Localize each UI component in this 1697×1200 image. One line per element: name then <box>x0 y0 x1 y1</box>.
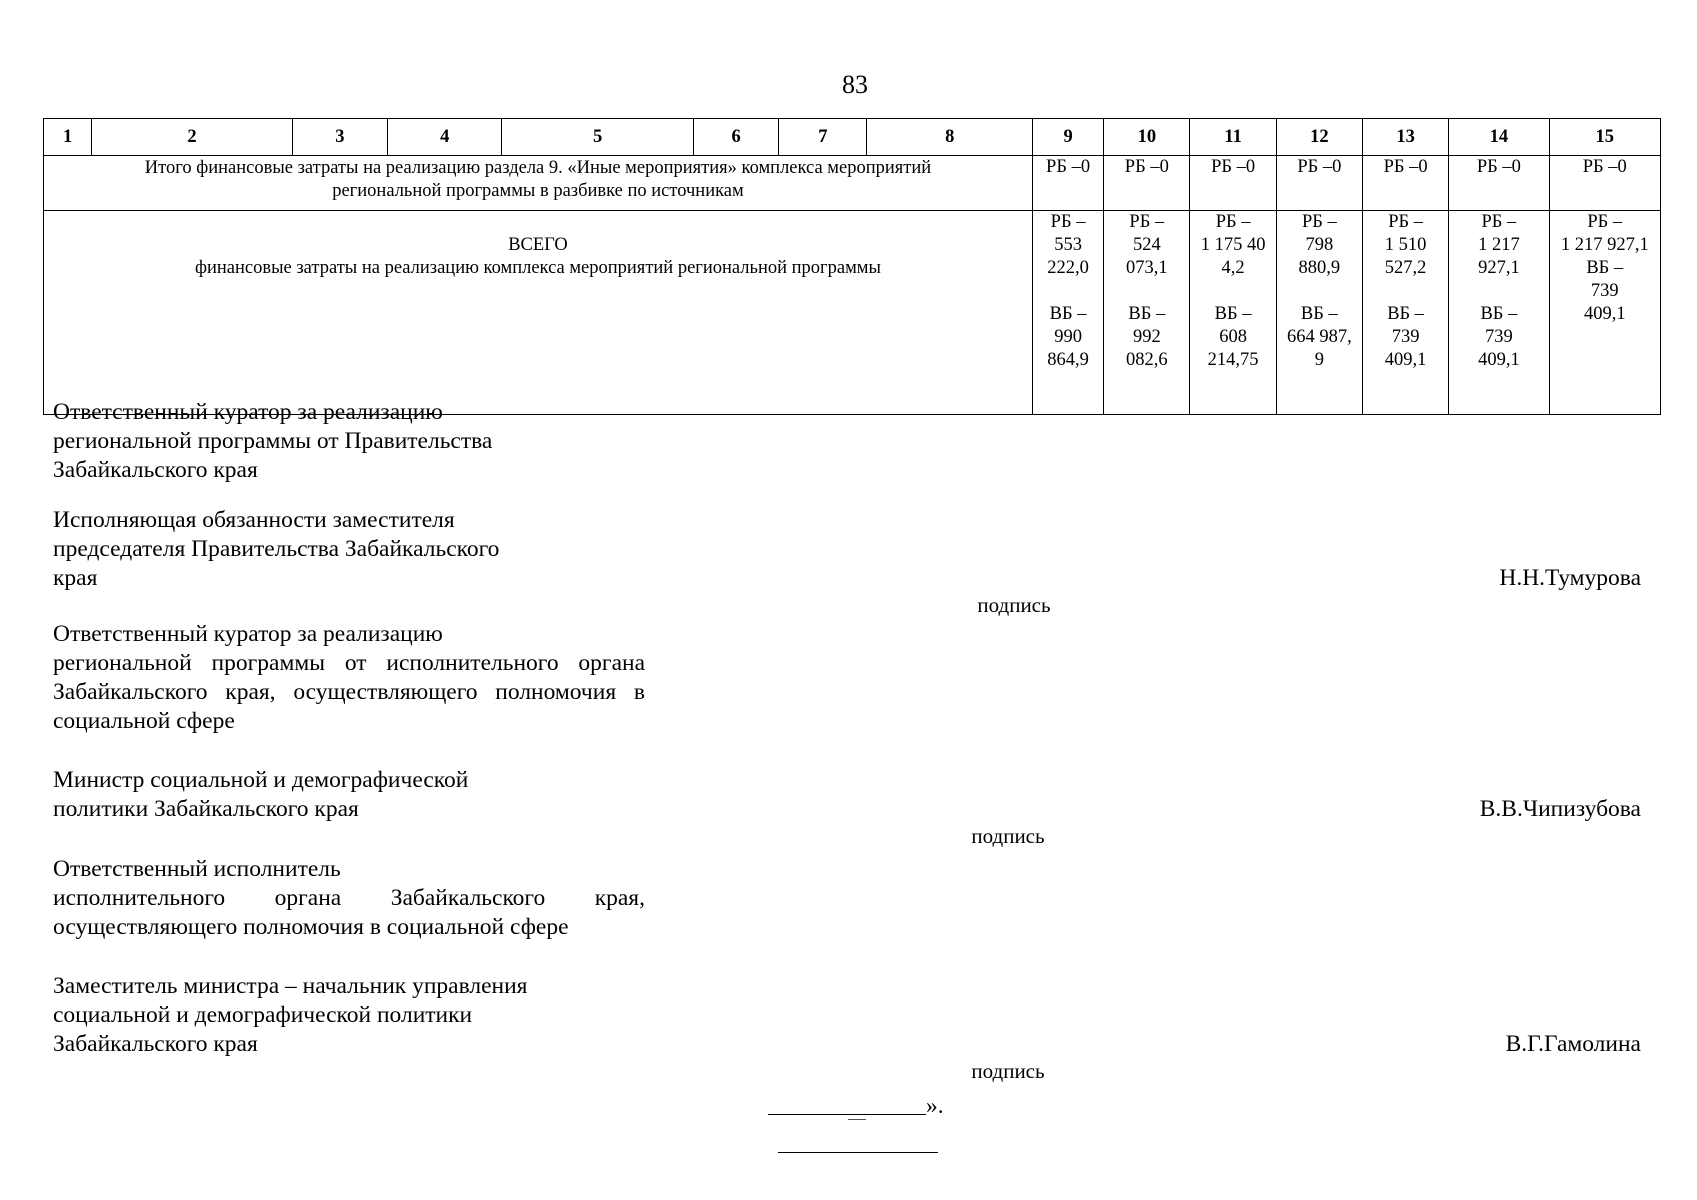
col-header: 14 <box>1449 119 1549 156</box>
rb-value: РБ – 798 880,9 <box>1298 212 1341 278</box>
closing-underscore <box>848 1119 866 1120</box>
itogo-label: Итого финансовые затраты на реализацию раздела 9. «Иные мероприятия» комплекса мероприятий региональной программы в разбивке по источникам <box>44 156 1033 211</box>
curator-1-text: Ответственный куратор за реализацию региональной программы от Правительства Забайкальского края <box>53 399 493 483</box>
col-header: 5 <box>502 119 694 156</box>
position-3-rest: социальной и демографической политики Забайкальского края <box>53 1002 473 1057</box>
itogo-value: РБ –0 <box>1032 156 1103 211</box>
col-header: 7 <box>779 119 867 156</box>
total-cell <box>1362 211 1448 415</box>
signatory-name-1: Н.Н.Тумурова <box>1499 565 1641 591</box>
vb-value: ВБ – 992 082,6 <box>1126 304 1168 370</box>
col-header: 9 <box>1032 119 1103 156</box>
curator-2-body: региональной программы от исполнительного органа Забайкальского края, осуществляющего полномочия в социальной сфере <box>53 650 645 734</box>
position-3-line1: Заместитель министра – начальник управления <box>53 973 528 999</box>
table-header-row <box>44 119 1661 156</box>
col-header: 3 <box>292 119 387 156</box>
col-header: 8 <box>867 119 1033 156</box>
total-cell <box>1104 211 1190 415</box>
col-header: 11 <box>1190 119 1276 156</box>
table-row-total <box>44 211 1661 415</box>
vb-value: ВБ – 739 409,1 <box>1478 304 1520 370</box>
itogo-value: РБ –0 <box>1362 156 1448 211</box>
signature-label-1: подпись <box>977 593 1051 617</box>
total-label-title: ВСЕГО <box>508 235 568 255</box>
financial-table <box>43 118 1661 415</box>
vb-value: ВБ – 664 987, 9 <box>1286 304 1352 370</box>
col-header: 4 <box>388 119 502 156</box>
vb-value: ВБ – 739 409,1 <box>1384 304 1427 370</box>
vb-value: ВБ – 990 864,9 <box>1047 304 1089 370</box>
executor-title: Ответственный исполнитель <box>53 856 341 882</box>
rb-value: РБ – 553 222,0 <box>1047 212 1089 278</box>
position-2-text: Министр социальной и демографической политики Забайкальского края <box>53 767 469 822</box>
total-cell <box>1190 211 1276 415</box>
executor-body: исполнительного органа Забайкальского края, осуществляющего полномочия в социальной сфере <box>53 885 645 940</box>
closing-line <box>768 1114 926 1115</box>
total-label <box>44 211 1033 415</box>
rb-value: РБ – 1 175 40 4,2 <box>1200 212 1266 278</box>
bottom-rule <box>778 1152 938 1153</box>
itogo-value: РБ –0 <box>1104 156 1190 211</box>
total-cell <box>1276 211 1362 415</box>
vb-value: ВБ – 608 214,75 <box>1207 304 1259 370</box>
total-cell <box>1449 211 1549 415</box>
rb-value: РБ – 1 510 527,2 <box>1384 212 1427 278</box>
itogo-value: РБ –0 <box>1276 156 1362 211</box>
closing-quote: ». <box>926 1093 944 1119</box>
itogo-value: РБ –0 <box>1449 156 1549 211</box>
total-label-text: финансовые затраты на реализацию комплекса мероприятий региональной программы <box>195 258 881 278</box>
col-header: 1 <box>44 119 92 156</box>
page-number: 83 <box>842 70 868 99</box>
col-header: 12 <box>1276 119 1362 156</box>
vb-value: ВБ – 739 409,1 <box>1583 258 1626 324</box>
signatory-name-3: В.Г.Гамолина <box>1505 1031 1641 1057</box>
signatory-name-2: В.В.Чипизубова <box>1479 796 1641 822</box>
position-1-text: Исполняющая обязанности заместителя председателя Правительства Забайкальского края <box>53 507 500 591</box>
rb-value: РБ – 524 073,1 <box>1126 212 1168 278</box>
total-cell <box>1032 211 1103 415</box>
col-header: 13 <box>1362 119 1448 156</box>
total-cell <box>1549 211 1660 415</box>
itogo-value: РБ –0 <box>1549 156 1660 211</box>
col-header: 15 <box>1549 119 1660 156</box>
col-header: 6 <box>693 119 778 156</box>
closing-mark <box>768 1092 944 1121</box>
rb-value: РБ – 1 217 927,1 <box>1478 212 1520 278</box>
table-row-itogo <box>44 156 1661 211</box>
col-header: 2 <box>92 119 293 156</box>
signature-label-2: подпись <box>971 824 1045 848</box>
itogo-value: РБ –0 <box>1190 156 1276 211</box>
rb-value: РБ – 1 217 927,1 <box>1560 212 1649 255</box>
curator-2-title: Ответственный куратор за реализацию <box>53 621 443 647</box>
signature-label-3: подпись <box>971 1059 1045 1083</box>
col-header: 10 <box>1104 119 1190 156</box>
